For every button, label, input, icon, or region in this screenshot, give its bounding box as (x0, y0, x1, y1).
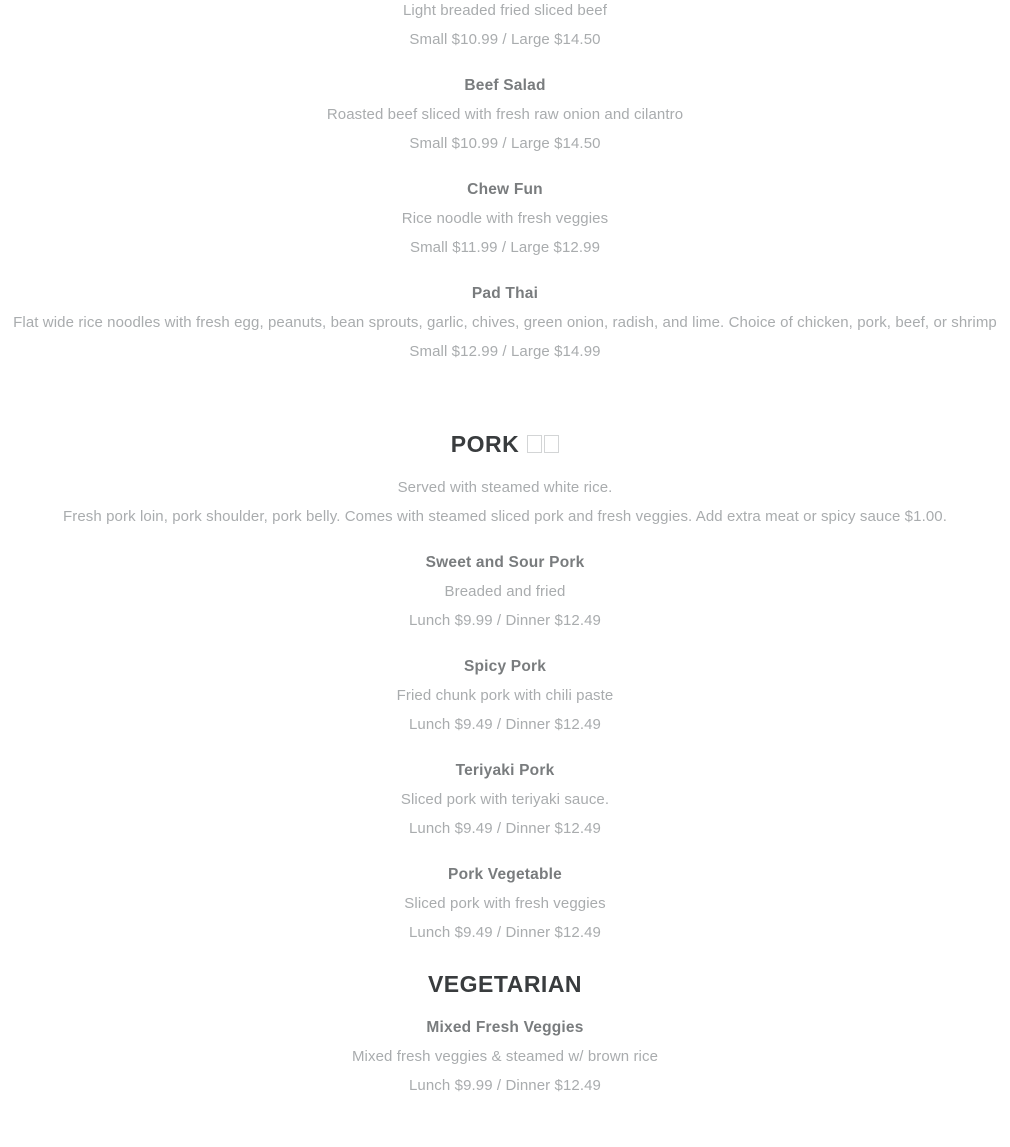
menu-item-name: Chew Fun (467, 181, 543, 198)
menu-item (5, 652, 1005, 739)
menu-item (5, 0, 1005, 54)
menu-item (5, 1013, 1005, 1100)
menu-item-description: Rice noodle with fresh veggies (401, 210, 609, 227)
section-heading-vegetarian: VEGETARIAN (427, 971, 583, 997)
menu-item (5, 279, 1005, 366)
menu-item-price: Lunch $9.49 / Dinner $12.49 (408, 820, 601, 837)
menu-item-name: Mixed Fresh Veggies (426, 1019, 584, 1036)
section-heading-pork (5, 427, 1005, 461)
restaurant-menu-page (5, 0, 1005, 1117)
section-heading-text: PORK (450, 431, 520, 457)
missing-glyph-icon (527, 435, 542, 453)
menu-item-description: Roasted beef sliced with fresh raw onion and cilantro (326, 106, 684, 123)
menu-item-description: Fried chunk pork with chili paste (396, 687, 614, 704)
menu-item (5, 548, 1005, 635)
menu-item-name: Beef Salad (464, 77, 546, 94)
menu-item-description: Breaded and fried (444, 583, 566, 600)
menu-item-name: Sweet and Sour Pork (425, 554, 585, 571)
menu-item-price: Lunch $9.99 / Dinner $12.49 (408, 1077, 601, 1094)
menu-section-pork (5, 383, 1005, 964)
menu-item-price: Small $10.99 / Large $14.50 (409, 31, 601, 48)
menu-item-description: Light breaded fried sliced beef (402, 2, 608, 19)
menu-item-price: Small $11.99 / Large $12.99 (409, 239, 601, 256)
menu-item-description: Mixed fresh veggies & steamed w/ brown rice (351, 1048, 659, 1065)
menu-item-price: Small $10.99 / Large $14.50 (409, 135, 601, 152)
menu-item-description: Sliced pork with fresh veggies (404, 895, 606, 912)
menu-item-name: Spicy Pork (463, 658, 547, 675)
menu-item-name: Teriyaki Pork (455, 762, 555, 779)
section-notes (5, 473, 1005, 531)
menu-section-vegetarian (5, 964, 1005, 1117)
section-note: Served with steamed white rice. (397, 479, 613, 496)
section-note: Fresh pork loin, pork shoulder, pork belly. Comes with steamed sliced pork and fresh veggies. Add extra meat or spicy sauce $1.00. (63, 508, 947, 525)
menu-item-description: Sliced pork with teriyaki sauce. (400, 791, 610, 808)
menu-item (5, 175, 1005, 262)
menu-item-price: Lunch $9.49 / Dinner $12.49 (408, 716, 601, 733)
menu-item-price: Lunch $9.49 / Dinner $12.49 (408, 924, 601, 941)
menu-section-partial (5, 0, 1005, 383)
menu-item-price: Lunch $9.99 / Dinner $12.49 (408, 612, 601, 629)
menu-item (5, 756, 1005, 843)
menu-item (5, 860, 1005, 947)
menu-item-name: Pad Thai (471, 285, 539, 302)
missing-glyph-icon (544, 435, 559, 453)
menu-item-price: Small $12.99 / Large $14.99 (409, 343, 601, 360)
menu-item-description: Flat wide rice noodles with fresh egg, peanuts, bean sprouts, garlic, chives, green onion, radish, and lime. Choice of chicken, pork, beef, or shrimp (13, 314, 997, 331)
menu-item-name: Pork Vegetable (448, 866, 562, 883)
menu-item (5, 71, 1005, 158)
